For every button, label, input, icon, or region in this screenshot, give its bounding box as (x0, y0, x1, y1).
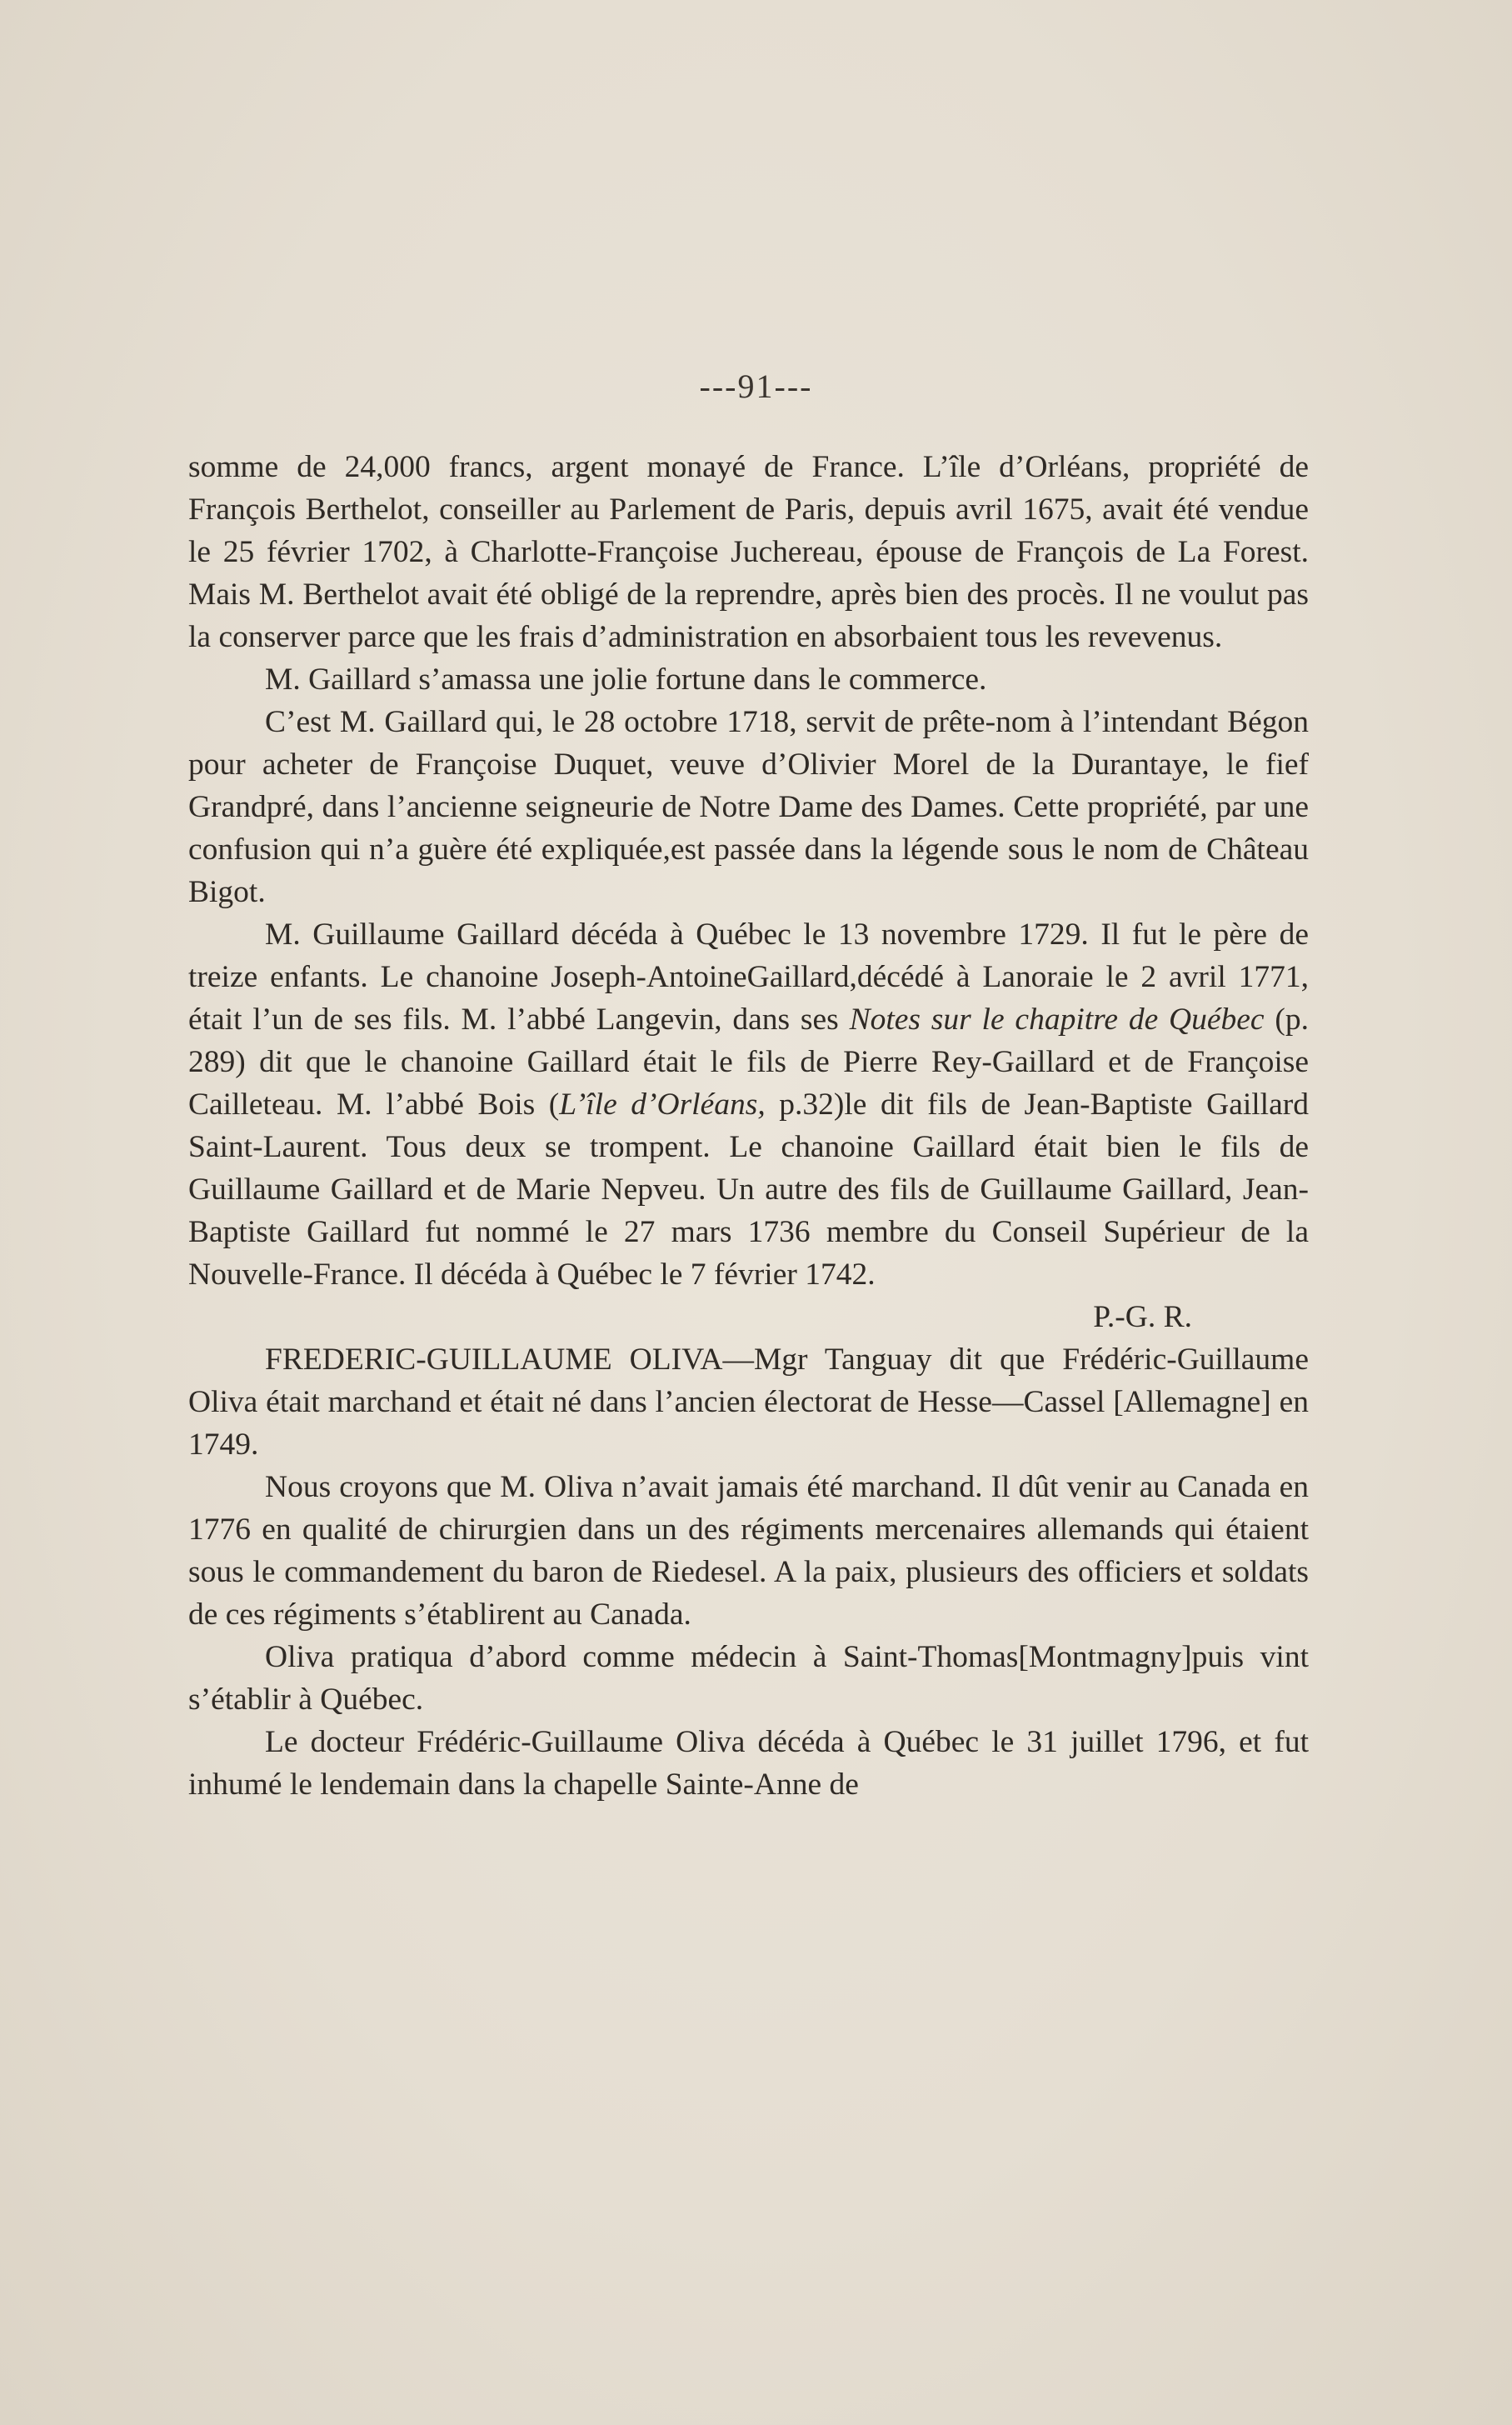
paragraph: somme de 24,000 francs, argent monayé de France. L’île d’Orléans, propriété de François Berthelot, conseiller au Parlement de Paris, depuis avril 1675, avait été vendue le 25 février 1702, à Charlotte-Françoise Juchereau, épouse de François de La Forest. Mais M. Berthelot avait été obligé de la reprendre, après bien des procès. Il ne voulut pas la conserver parce que les frais d’administration en absorbaient tous les revevenus. (188, 450, 1309, 654)
signature: P.-G. R. (1093, 1300, 1192, 1334)
book-title: L’île d’Orléans, (559, 1088, 766, 1122)
paragraph: Oliva pratiqua d’abord comme médecin à Saint-Thomas[Montmagny]puis vint s’établir à Québec. (188, 1640, 1309, 1717)
paragraph-gaillard-death (188, 913, 1309, 1296)
text-run: p.32)le dit fils de Jean-Baptiste Gaillard Saint-Laurent. Tous deux se trompent. Le chanoine Gaillard était bien le fils de Guillaume Gaillard et de Marie Nepveu. Un autre des fils de Guillaume Gaillard, Jean-Baptiste Gaillard fut nommé le 27 mars 1736 membre du Conseil Supérieur de la Nouvelle-France. Il décéda à Québec le 7 février 1742. (188, 1088, 1309, 1292)
book-title: Notes sur le chapitre de Québec (849, 1002, 1265, 1037)
paragraph-oliva-heading: FREDERIC-GUILLAUME OLIVA—Mgr Tanguay dit que Frédéric-Guillaume Oliva était marchand et était né dans l’ancien électorat de Hesse—Cassel [Allemagne] en 1749. (188, 1342, 1309, 1462)
text-run: M. Guillaume Gaillard décéda à Québec le 13 novembre 1729. Il fut le père de treize enfants. Le chanoine Joseph-AntoineGaillard,décédé à Lanoraie le 2 avril 1771, était l’un de ses fils. M. l’abbé Langevin, dans ses (188, 918, 1309, 1037)
text-run: (p. 289) dit que le chanoine Gaillard était le fils de Pierre Rey-Gaillard et de Françoise Cailleteau. M. l’abbé Bois ( (188, 1002, 1309, 1122)
page-number: ---91--- (699, 368, 813, 405)
paragraph: Nous croyons que M. Oliva n’avait jamais été marchand. Il dût venir au Canada en 1776 en qualité de chirurgien dans un des régiments mercenaires allemands qui étaient sous le commandement du baron de Riedesel. A la paix, plusieurs des officiers et soldats de ces régiments s’établirent au Canada. (188, 1470, 1309, 1632)
paragraph: Le docteur Frédéric-Guillaume Oliva décéda à Québec le 31 juillet 1796, et fut inhumé le lendemain dans la chapelle Sainte-Anne de (188, 1725, 1309, 1802)
paragraph: M. Gaillard s’amassa une jolie fortune dans le commerce. (265, 662, 987, 697)
paragraph: C’est M. Gaillard qui, le 28 octobre 1718, servit de prête-nom à l’intendant Bégon pour acheter de Françoise Duquet, veuve d’Olivier Morel de la Durantaye, le fief Grandpré, dans l’ancienne seigneurie de Notre Dame des Dames. Cette propriété, par une confusion qui n’a guère été expliquée,est passée dans la légende sous le nom de Château Bigot. (188, 705, 1309, 909)
body-text (188, 446, 1309, 1806)
